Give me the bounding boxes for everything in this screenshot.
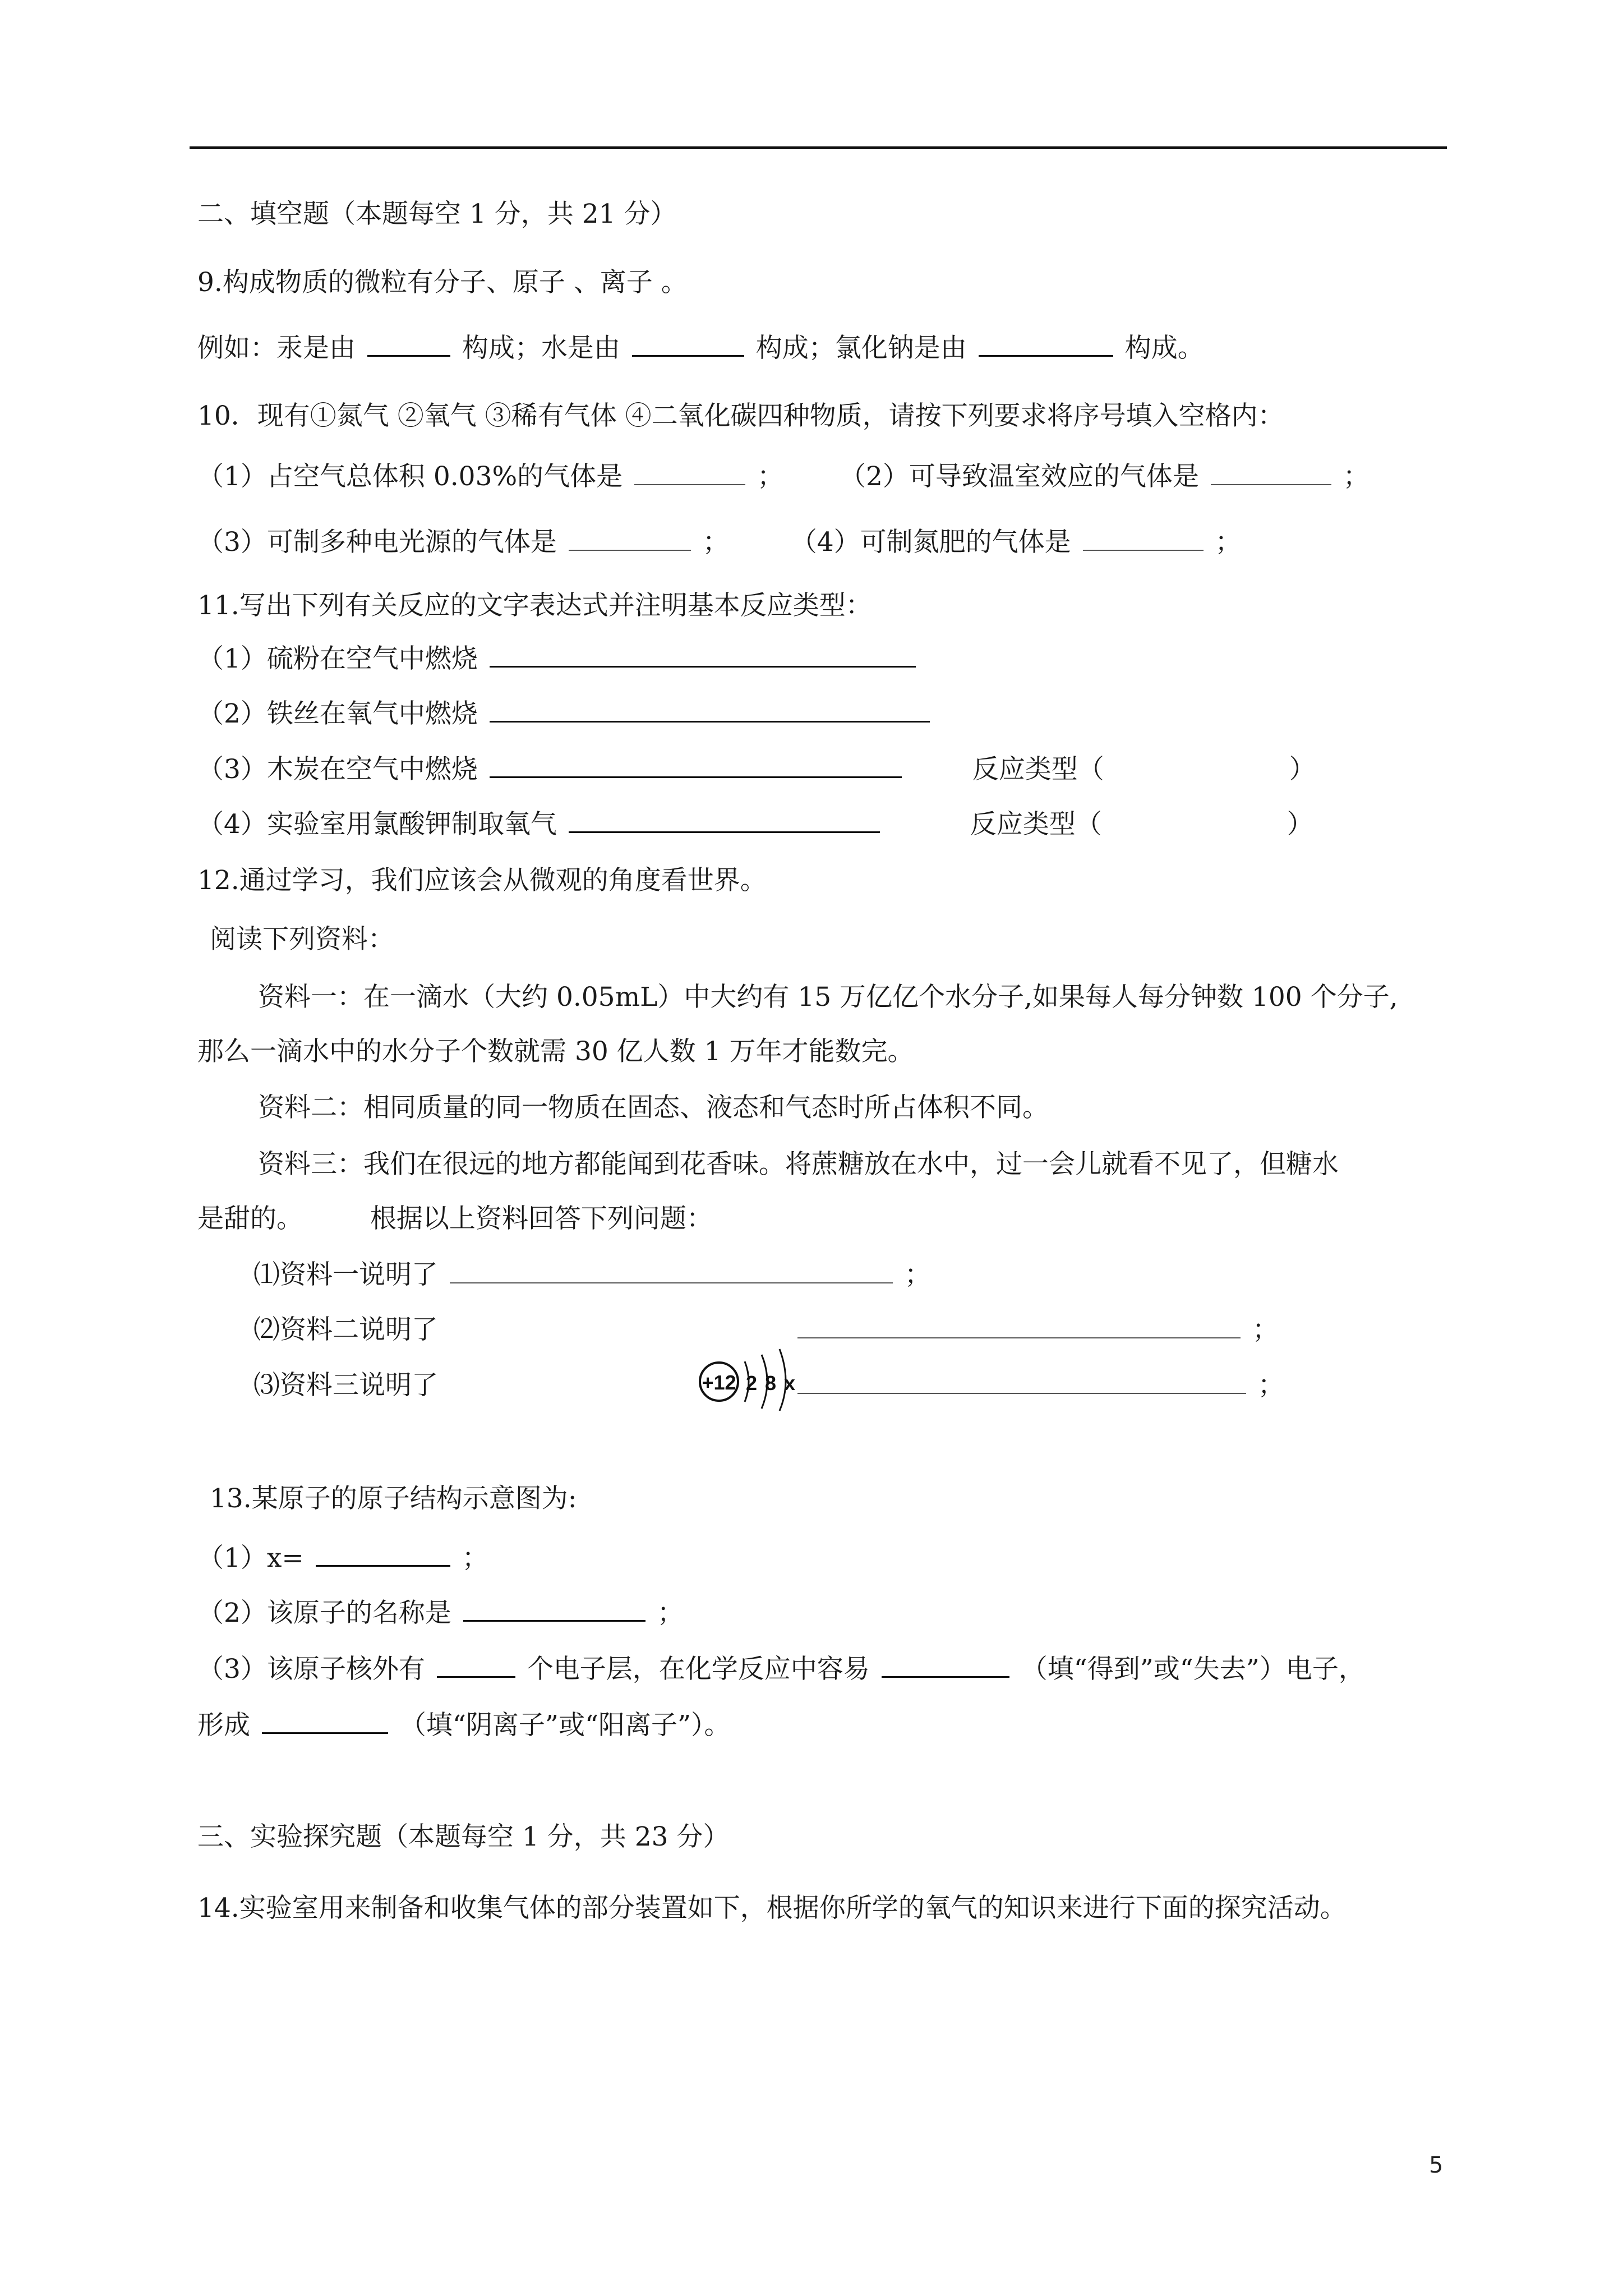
q9-example xyxy=(197,332,1204,365)
q11-stem: 11.写出下列有关反应的文字表达式并注明基本反应类型： xyxy=(197,590,872,621)
q12-blank2[interactable] xyxy=(797,1337,1241,1338)
q9-example-mid1: 构成；水是由 xyxy=(462,333,620,364)
q9-example-mid2: 构成；氯化钠是由 xyxy=(755,333,967,364)
q10-blank2[interactable] xyxy=(1211,484,1331,485)
q14-stem: 14.实验室用来制备和收集气体的部分装置如下，根据你所学的氧气的知识来进行下面的探究活动。 xyxy=(197,1893,1347,1924)
header-rule xyxy=(190,146,1447,149)
q13-blank-name[interactable] xyxy=(463,1620,645,1622)
q11-blank1[interactable] xyxy=(490,666,916,668)
page-number: 5 xyxy=(1429,2152,1444,2178)
q10-blank4[interactable] xyxy=(1083,550,1204,551)
q12-ans1: ⑴资料一说明了 xyxy=(253,1259,438,1290)
q11-close3: ） xyxy=(1289,754,1316,785)
q10-sep4: ； xyxy=(1215,527,1242,558)
q11-item1: （1）硫粉在空气中燃烧 xyxy=(197,643,478,674)
q13-item3-d: 形成 xyxy=(197,1710,250,1741)
q11-row3 xyxy=(197,753,1316,786)
q12-semicolon3: ； xyxy=(1257,1370,1284,1401)
q13-semicolon1: ； xyxy=(462,1543,488,1573)
q13-stem: 13.某原子的原子结构示意图为: xyxy=(210,1483,577,1514)
q10-blank3[interactable] xyxy=(569,550,691,551)
q13-item3-c: （填“得到”或“失去”）电子， xyxy=(1021,1654,1365,1685)
q12-blank1[interactable] xyxy=(450,1282,893,1283)
q10-stem: 10．现有①氮气 ②氧气 ③稀有气体 ④二氧化碳四种物质，请按下列要求将序号填入空格内： xyxy=(197,401,1284,431)
q13-row3 xyxy=(197,1653,1365,1686)
q12-ans2: ⑵资料二说明了 xyxy=(253,1314,438,1345)
q13-blank-gain-lose[interactable] xyxy=(882,1676,1009,1678)
shell-electrons: 2 8 x xyxy=(746,1372,797,1395)
q13-row4 xyxy=(197,1709,731,1742)
q10-item1: （1）占空气总体积 0.03%的气体是 xyxy=(197,461,623,492)
q9-blank-mercury[interactable] xyxy=(367,355,450,357)
q9-stem: 9.构成物质的微粒有分子、原子 、离子 。 xyxy=(197,267,688,298)
q12-material3-line2b: 根据以上资料回答下列问题： xyxy=(370,1203,713,1234)
q12-semicolon1: ； xyxy=(904,1259,931,1290)
q11-reaction-type4: 反应类型（ xyxy=(970,809,1102,840)
q13-item3-e: （填“阴离子”或“阳离子”）。 xyxy=(399,1710,731,1741)
atom-structure-diagram xyxy=(695,1338,808,1411)
q12-material1-line1: 资料一：在一滴水（大约 0.05mL）中大约有 15 万亿亿个水分子,如果每人每分钟数 100 个分子, xyxy=(258,982,1398,1013)
q10-row1 xyxy=(197,460,1370,494)
q12-material3-line1: 资料三：我们在很远的地方都能闻到花香味。将蔗糖放在水中，过一会儿就看不见了，但糖水 xyxy=(258,1149,1339,1180)
q12-stem: 12.通过学习，我们应该会从微观的角度看世界。 xyxy=(197,865,767,896)
q10-sep1: ； xyxy=(757,461,784,492)
q11-blank2[interactable] xyxy=(490,721,930,723)
q12-blank3[interactable] xyxy=(797,1393,1246,1394)
nucleus-charge: +12 xyxy=(702,1371,736,1394)
q11-item3: （3）木炭在空气中燃烧 xyxy=(197,754,478,785)
q12-material3-line2 xyxy=(197,1202,713,1236)
q9-example-end: 构成。 xyxy=(1124,333,1204,364)
q11-item4: （4）实验室用氯酸钾制取氧气 xyxy=(197,809,557,840)
q10-item4: （4）可制氮肥的气体是 xyxy=(790,527,1071,558)
q12-material1-line2: 那么一滴水中的水分子个数就需 30 亿人数 1 万年才能数完。 xyxy=(197,1036,914,1067)
q13-blank-ion[interactable] xyxy=(262,1732,388,1734)
q10-sep2: ； xyxy=(1343,461,1370,492)
q12-material2: 资料二：相同质量的同一物质在固态、液态和气态时所占体积不同。 xyxy=(258,1092,1049,1123)
q11-reaction-type3: 反应类型（ xyxy=(972,754,1104,785)
q11-close4: ） xyxy=(1287,809,1313,840)
section3-heading: 三、实验探究题（本题每空 1 分，共 23 分） xyxy=(197,1821,730,1852)
q10-item2: （2）可导致温室效应的气体是 xyxy=(839,461,1199,492)
q11-row1 xyxy=(197,642,919,676)
q13-item2: （2）该原子的名称是 xyxy=(197,1598,451,1628)
q13-row1 xyxy=(197,1542,488,1575)
q13-semicolon2: ； xyxy=(657,1598,684,1628)
section2-heading: 二、填空题（本题每空 1 分，共 21 分） xyxy=(197,199,677,229)
q13-row2 xyxy=(197,1596,684,1630)
q10-blank1[interactable] xyxy=(634,484,745,485)
q11-blank4[interactable] xyxy=(569,831,880,833)
q12-semicolon2: ； xyxy=(1252,1314,1279,1345)
q12-read: 阅读下列资料： xyxy=(210,924,394,955)
q13-item1: （1）x= xyxy=(197,1543,304,1573)
q11-item2: （2）铁丝在氧气中燃烧 xyxy=(197,698,478,729)
q12-ans1-row xyxy=(253,1258,931,1292)
q13-blank-x[interactable] xyxy=(316,1565,450,1567)
q9-example-prefix: 例如：汞是由 xyxy=(197,333,356,364)
q10-item3: （3）可制多种电光源的气体是 xyxy=(197,527,557,558)
q10-row2 xyxy=(197,526,1242,559)
q12-ans3: ⑶资料三说明了 xyxy=(253,1370,438,1401)
q13-blank-layers[interactable] xyxy=(437,1676,515,1678)
q10-sep3: ； xyxy=(702,527,729,558)
q11-row2 xyxy=(197,697,933,731)
q9-blank-water[interactable] xyxy=(632,355,744,357)
q9-blank-nacl[interactable] xyxy=(979,355,1113,357)
q12-material3-line2a: 是甜的。 xyxy=(197,1203,303,1234)
q11-blank3[interactable] xyxy=(490,776,902,778)
q13-item3-b: 个电子层，在化学反应中容易 xyxy=(527,1654,870,1685)
q13-item3-a: （3）该原子核外有 xyxy=(197,1654,425,1685)
q11-row4 xyxy=(197,808,1313,841)
